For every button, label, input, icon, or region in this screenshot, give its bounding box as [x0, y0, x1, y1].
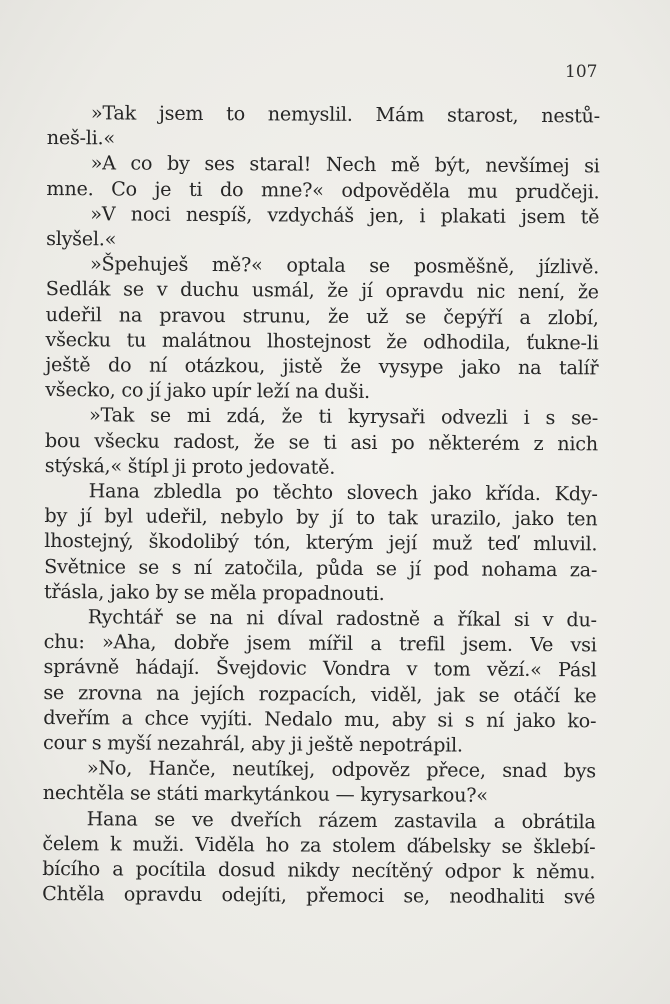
text-line: všecko, co jí jako upír leží na duši.: [45, 378, 370, 404]
text-line: slyšel.«: [46, 227, 117, 251]
text-line: udeřil na pravou strunu, že už se čepýří a zlobí,: [45, 302, 599, 329]
text-line: Hana zbledla po těchto slovech jako křída. Kdy-: [88, 479, 598, 506]
text-line: »V noci nespíš, vzdycháš jen, i plakati jsem tě: [90, 202, 600, 229]
text-line: chu: »Aha, dobře jsem mířil a trefil jsem. Ve vsi: [43, 630, 597, 657]
text-line: čelem k muži. Viděla ho za stolem ďábelsky se šklebí-: [42, 831, 596, 859]
text-line: Hana se ve dveřích rázem zastavila a obrátila: [86, 806, 596, 834]
text-line: bou všecku radost, že se ti asi po některém z nich: [44, 428, 598, 456]
page-number: 107: [565, 62, 598, 82]
body-text: [42, 100, 600, 910]
text-line: »No, Hanče, neutíkej, odpověz přece, snad bys: [86, 756, 596, 783]
text-line: nechtěla se státi markytánkou — kyrysarkou?«: [42, 781, 488, 808]
text-line: bícího a pocítila dosud nikdy necítěný odpor k němu.: [42, 857, 596, 884]
text-line: se zrovna na jejích rozpacích, viděl, jak se otáčí ke: [43, 680, 597, 708]
text-line: mne. Co je ti do mne?« odpověděla mu prudčeji.: [46, 176, 600, 203]
text-line: Rychtář se na ni díval radostně a říkal si v du-: [87, 605, 597, 632]
text-line: Sedlák se v duchu usmál, že jí opravdu nic není, že: [45, 277, 599, 304]
text-line: lhostejný, škodolibý tón, kterým její muž teď mluvil.: [44, 529, 598, 556]
text-line: stýská,« štípl ji proto jedovatě.: [44, 453, 336, 479]
text-line: cour s myší nezahrál, aby ji ještě nepotrápil.: [43, 731, 463, 757]
text-line: všecku tu malátnou lhostejnost že odhodila, ťukne-li: [45, 327, 599, 355]
text-line: třásla, jako by se měla propadnouti.: [43, 579, 385, 605]
text-line: správně hádají. Švejdovic Vondra v tom vězí.« Pásl: [43, 655, 597, 682]
text-line: neš-li.«: [46, 126, 115, 150]
text-line: Chtěla opravdu odejíti, přemoci se, neodhaliti své: [42, 882, 596, 909]
text-line: by jí byl udeřil, nebylo by jí to tak urazilo, jako ten: [44, 504, 598, 531]
text-line: dveřím a chce vyjíti. Nedalo mu, aby si s ní jako ko-: [43, 705, 597, 733]
text-line: »Tak se mi zdá, že ti kyrysaři odvezli i s se-: [89, 403, 599, 430]
text-line: ještě do ní otázkou, jistě že vysype jako na talíř: [45, 353, 599, 380]
text-line: »Špehuješ mě?« optala se posměšně, jízlivě.: [89, 252, 600, 279]
text-line: »A co by ses staral! Nech mě být, nevšímej si: [90, 151, 600, 178]
text-line: Světnice se s ní zatočila, půda se jí pod nohama za-: [44, 554, 598, 582]
text-line: »Tak jsem to nemyslil. Mám starost, nestů-: [90, 101, 600, 128]
